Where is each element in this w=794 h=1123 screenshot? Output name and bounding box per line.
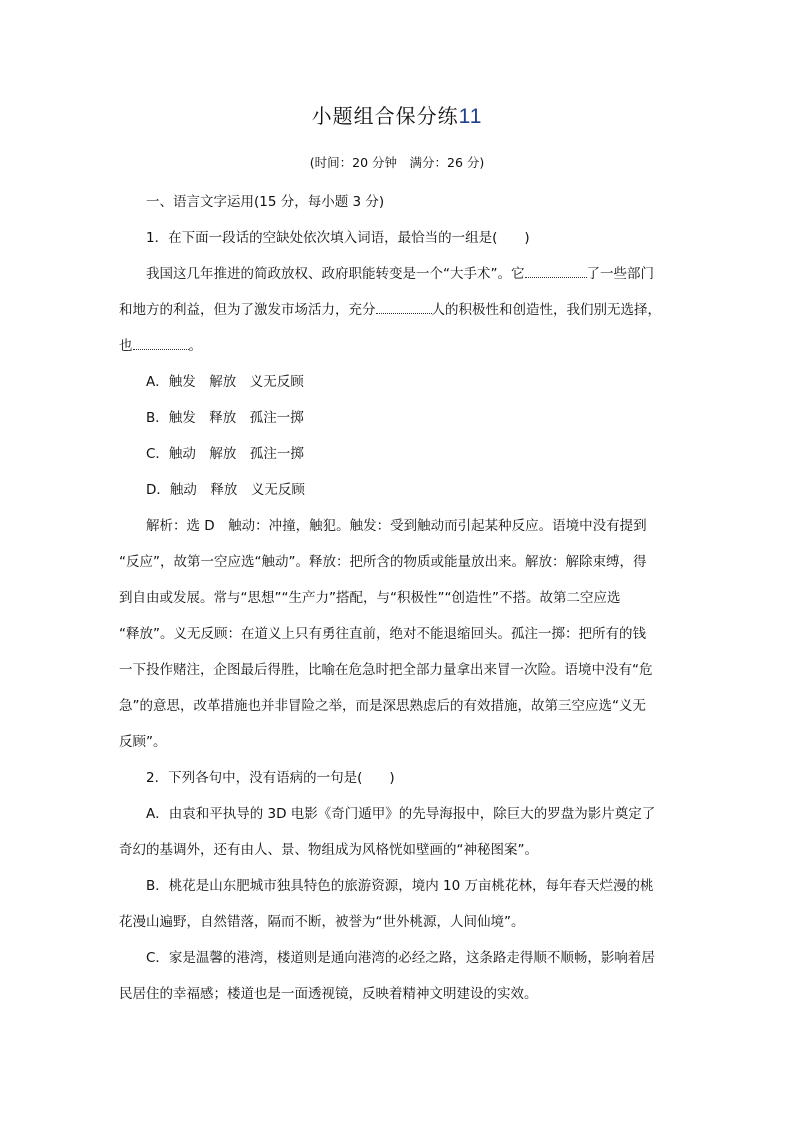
question-2-option-c-cont: 民居住的幸福感；楼道也是一面透视镜，反映着精神文明建设的实效。 (119, 986, 538, 1002)
question-2-option-b: B．桃花是山东肥城市独具特色的旅游资源，境内 10 万亩桃花林，每年春天烂漫的桃 (146, 878, 654, 894)
analysis-line: 急”的意思，改革措施也并非冒险之举，而是深思熟虑后的有效措施，故第三空应选“义无 (119, 698, 646, 714)
fill-blank-2 (376, 299, 432, 314)
question-1-passage-line: 和地方的利益，但为了激发市场活力，充分 人的积极性和创造性，我们别无选择， (119, 292, 679, 328)
question-2-option-a: A．由袁和平执导的 3D 电影《奇门遁甲》的先导海报中，除巨大的罗盘为影片奠定了 (146, 806, 656, 822)
time-score-subtitle: (时间：20 分钟 满分：26 分) (309, 155, 485, 170)
fill-blank-1 (525, 263, 587, 278)
question-2-option-b-cont: 花漫山遍野，自然错落，隔而不断，被誉为“世外桃源，人间仙境”。 (119, 914, 525, 930)
question-2-stem: 2．下列各句中，没有语病的一句是( ) (146, 770, 395, 786)
question-1-option-a: A．触发 解放 义无反顾 (146, 374, 304, 390)
analysis-line: 反顾”。 (119, 734, 167, 750)
document-body (119, 184, 679, 1012)
question-1-option-d: D．触动 释放 义无反顾 (146, 482, 305, 498)
page-title (0, 100, 794, 129)
fill-blank-3 (133, 335, 189, 350)
question-1-passage-line: 我国这几年推进的简政放权、政府职能转变是一个“大手术”。它 了一些部门 (119, 256, 679, 292)
analysis-line: 解析：选 D 触动：冲撞，触犯。触发：受到触动而引起某种反应。语境中没有提到 (146, 518, 647, 534)
question-2-option-c: C．家是温馨的港湾，楼道则是通向港湾的必经之路，这条路走得顺不顺畅，影响着居 (146, 950, 655, 966)
title-number: 11 (458, 105, 483, 128)
analysis-line: 到自由或发展。常与“思想”“生产力”搭配，与“积极性”“创造性”不搭。故第二空应选 (119, 590, 621, 606)
question-1-stem: 1．在下面一段话的空缺处依次填入词语，最恰当的一组是( ) (146, 230, 530, 246)
analysis-line: “释放”。义无反顾：在道义上只有勇往直前，绝对不能退缩回头。孤注一掷：把所有的钱 (119, 626, 646, 642)
analysis-line: 一下投作赌注，企图最后得胜，比喻在危急时把全部力量拿出来冒一次险。语境中没有“危 (119, 662, 653, 678)
question-1-passage-line: 也 。 (119, 328, 679, 364)
section-heading: 一、语言文字运用(15 分，每小题 3 分) (146, 194, 385, 210)
analysis-line: “反应”，故第一空应选“触动”。释放：把所含的物质或能量放出来。解放：解除束缚，得 (119, 554, 647, 570)
question-1-option-c: C．触动 解放 孤注一掷 (146, 446, 304, 462)
question-1-option-b: B．触发 释放 孤注一掷 (146, 410, 304, 426)
question-2-option-a-cont: 奇幻的基调外，还有由人、景、物组成为风格恍如壁画的“神秘图案”。 (119, 842, 538, 858)
title-text: 小题组合保分练 (311, 104, 459, 128)
